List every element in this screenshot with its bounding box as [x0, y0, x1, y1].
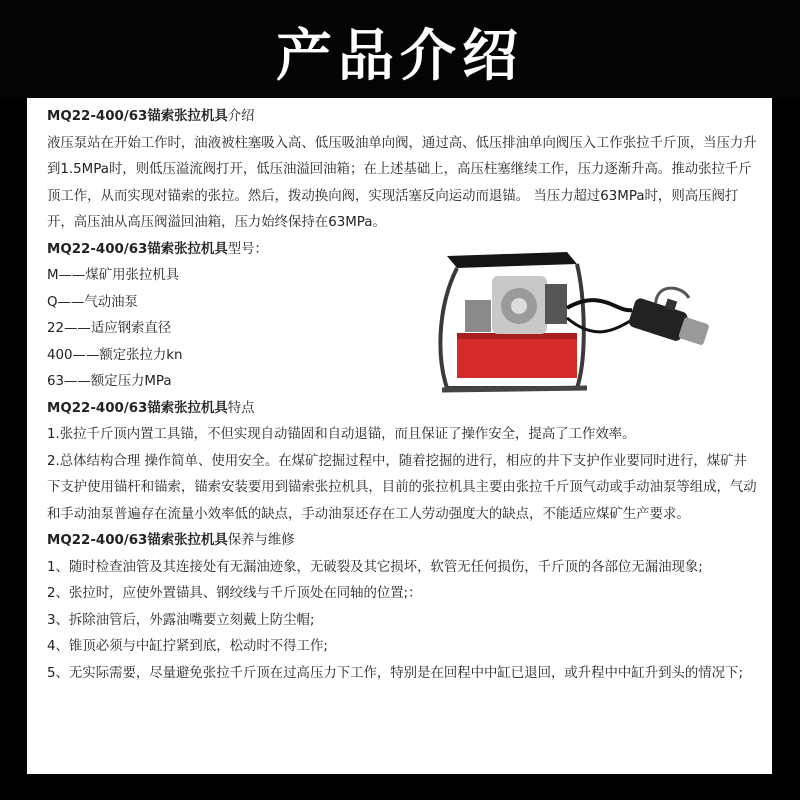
maintenance-heading — [47, 528, 759, 555]
spec-item: M——煤矿用张拉机具 — [47, 268, 180, 283]
tension-jack — [627, 278, 717, 350]
intro-paragraph: 液压泵站在开始工作时，油液被柱塞吸入高、低压吸油单向阀，通过高、低压排油单向阀压入工作张拉千斤顶，当压力升到1.5MPa时，则低压溢流阀打开，低压油溢回油箱；在上述基础上，高压柱塞继续工作，压力逐渐升高。推动张拉千斤顶工作，从而实现对锚索的张拉。然后，拨动换向阀，实现活塞反向运动而退锚。 当压力超过63MPa时，则高压阀打开，高压油从高压阀溢回油箱，压力始终保持在63MPa。 — [47, 135, 757, 230]
intro-heading — [47, 104, 759, 131]
maintenance-item: 2、张拉时，应使外置锚具、钢绞线与千斤顶处在同轴的位置;： — [47, 586, 422, 601]
pump-valve — [465, 300, 491, 332]
model-name: MQ22-400/63锚索张拉机具 — [47, 400, 228, 416]
content-panel — [27, 98, 772, 774]
product-image — [417, 248, 757, 408]
spec-item: 63——额定压力MPa — [47, 374, 172, 389]
maintenance-item: 4、锥顶必须与中缸拧紧到底，松动时不得工作; — [47, 639, 328, 654]
model-name: MQ22-400/63锚索张拉机具 — [47, 241, 228, 257]
model-name: MQ22-400/63锚索张拉机具 — [47, 533, 228, 548]
intro-heading-suffix: 介绍 — [227, 109, 255, 124]
features-heading-suffix: 特点 — [227, 400, 255, 416]
maintenance-item: 1、随时检查油管及其连接处有无漏油迹象，无破裂及其它损坏，软管无任何损伤，千斤顶的各部位无漏油现象; — [47, 559, 703, 575]
maintenance-item: 5、无实际需要，尽量避免张拉千斤顶在过高压力下工作，特别是在回程中中缸已退回，或升程中中缸升到头的情况下; — [47, 665, 743, 681]
pump-tank — [457, 333, 577, 378]
model-heading-suffix: 型号： — [227, 241, 268, 257]
spec-item: 22——适应钢索直径 — [47, 321, 172, 336]
feature-item: 2.总体结构合理 操作简单、使用安全。在煤矿挖掘过程中，随着挖掘的进行，相应的井下支护作业要同时进行，煤矿井下支护使用锚杆和锚索，锚索安装要用到锚索张拉机具，目前的张拉机具主要由张拉千斤顶气动或手动油泵等组成，气动和手动油泵普遍存在流量小效率低的缺点，手动油泵还存在工人劳动强度大的缺点，不能适应煤矿生产要求。 — [47, 453, 757, 522]
pump-frame-base — [442, 388, 587, 390]
header-banner — [0, 0, 800, 98]
spec-item: Q——气动油泵 — [47, 294, 138, 310]
feature-item: 1.张拉千斤顶内置工具锚，不但实现自动锚固和自动退锚，而且保证了操作安全，提高了工作效率。 — [47, 427, 636, 442]
hydraulic-hose — [567, 300, 632, 310]
maintenance-heading-suffix: 保养与维修 — [227, 533, 295, 548]
maintenance-item: 3、拆除油管后，外露油嘴要立刻戴上防尘帽; — [47, 612, 315, 628]
pump-frame-top — [447, 252, 577, 268]
page-title: 产品介绍 — [276, 24, 524, 89]
model-name: MQ22-400/63锚索张拉机具 — [47, 109, 228, 124]
spec-item: 400——额定张拉力kn — [47, 347, 183, 363]
